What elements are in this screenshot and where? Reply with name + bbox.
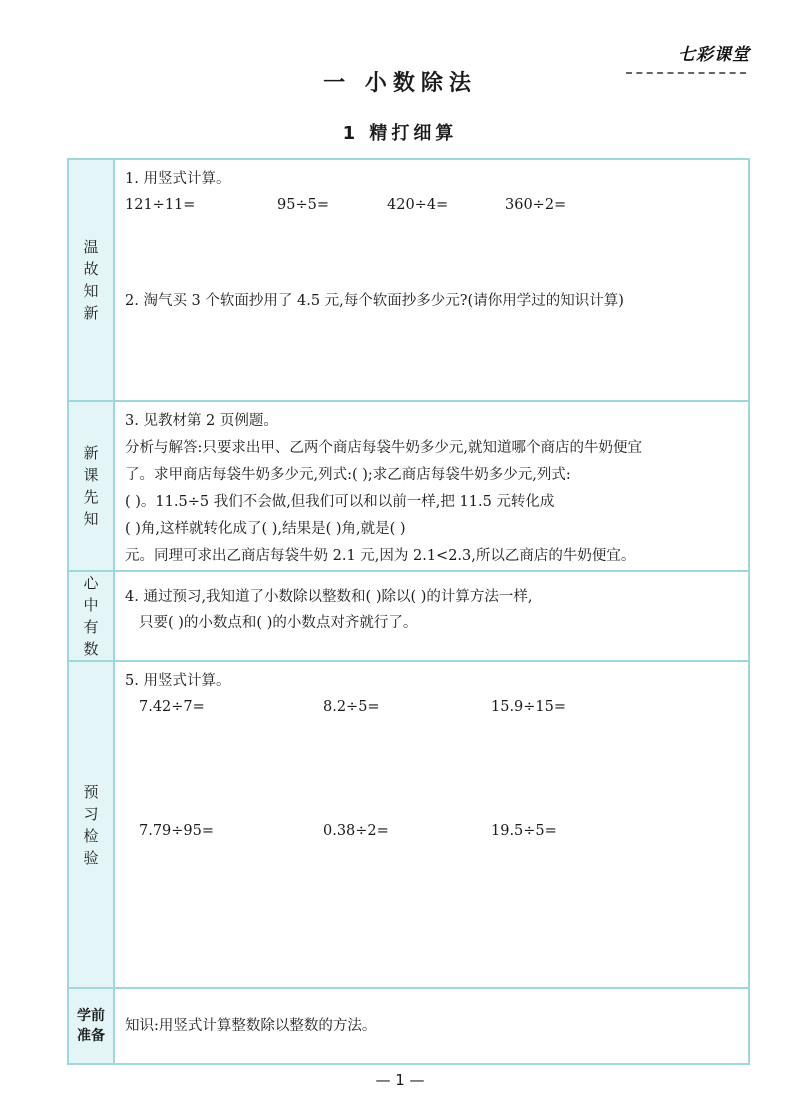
side-label-preview: 新课先知 — [68, 401, 114, 571]
section-prep — [114, 988, 749, 1064]
side-label-check: 预习检验 — [68, 661, 114, 988]
problem: 121÷11= — [125, 197, 196, 213]
q3-line: 了。求甲商店每袋牛奶多少元,列式:( );求乙商店每袋牛奶多少元,列式: — [125, 467, 571, 483]
section-preview — [114, 401, 749, 571]
q3-line: 元。同理可求出乙商店每袋牛奶 2.1 元,因为 2.1<2.3,所以乙商店的牛奶便宜。 — [125, 548, 636, 564]
section-mind — [114, 571, 749, 661]
problem: 15.9÷15= — [491, 699, 567, 715]
q1-title: 1. 用竖式计算。 — [125, 171, 231, 187]
q3-line: ( )。11.5÷5 我们不会做,但我们可以和以前一样,把 11.5 元转化成 — [125, 494, 555, 510]
q5-row — [125, 694, 738, 720]
worksheet-table — [67, 158, 750, 1065]
problem: 7.79÷95= — [139, 823, 215, 839]
q2-text: 2. 淘气买 3 个软面抄用了 4.5 元,每个软面抄多少元?(请你用学过的知识计算) — [125, 293, 624, 309]
section-review — [114, 159, 749, 401]
problem: 95÷5= — [277, 197, 329, 213]
section-check — [114, 661, 749, 988]
page-number: — 1 — — [375, 1071, 425, 1089]
q3-line: ( )角,这样就转化成了( ),结果是( )角,就是( ) — [125, 521, 406, 537]
problem: 8.2÷5= — [323, 699, 380, 715]
q3-title: 3. 见教材第 2 页例题。 — [125, 413, 278, 429]
problem: 420÷4= — [387, 197, 449, 213]
side-label-prep: 学前准备 — [68, 988, 114, 1064]
q4-line: 4. 通过预习,我知道了小数除以整数和( )除以( )的计算方法一样, — [125, 589, 533, 605]
side-label-mind: 心中有数 — [68, 571, 114, 661]
q5-title: 5. 用竖式计算。 — [125, 673, 231, 689]
problem: 360÷2= — [505, 197, 567, 213]
prep-text: 知识:用竖式计算整数除以整数的方法。 — [125, 1018, 377, 1034]
problem: 0.38÷2= — [323, 823, 389, 839]
q3-line: 分析与解答:只要求出甲、乙两个商店每袋牛奶多少元,就知道哪个商店的牛奶便宜 — [125, 440, 642, 456]
brand-logo: 七彩课堂 — [678, 45, 750, 65]
lesson-title: 1 精打细算 — [342, 123, 458, 144]
side-label-review: 温故知新 — [68, 159, 114, 401]
q5-row — [125, 818, 738, 844]
chapter-title: 一 小数除法 — [323, 71, 477, 96]
problem: 19.5÷5= — [491, 823, 557, 839]
problem: 7.42÷7= — [139, 699, 205, 715]
q1-problems — [125, 192, 738, 218]
q4-line: 只要( )的小数点和( )的小数点对齐就行了。 — [139, 615, 418, 631]
